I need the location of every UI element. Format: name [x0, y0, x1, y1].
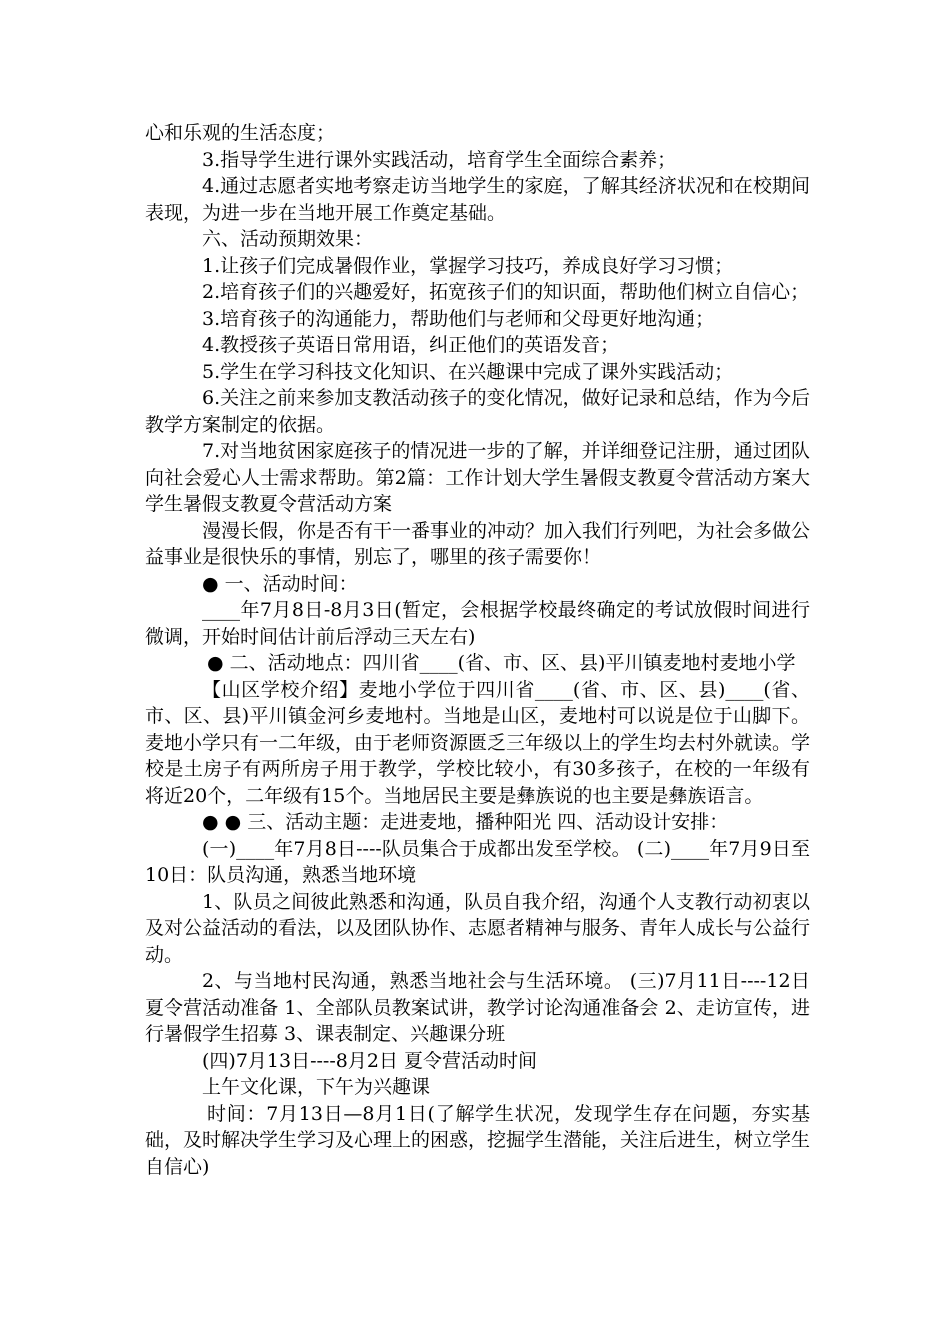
paragraph-time-detail: 时间：7月13日—8月1日(了解学生状况，发现学生存在问题，夯实基础，及时解决学生学习及心理上的困惑，挖掘学生潜能，关注后进生，树立学生自信心)	[145, 1102, 811, 1178]
paragraph-goal-3: 3.指导学生进行课外实践活动，培育学生全面综合素养；	[202, 148, 677, 171]
paragraph-class-arrangement: 上午文化课，下午为兴趣课	[202, 1076, 431, 1098]
document-body	[145, 120, 810, 1180]
paragraph-effect-7: 7.对当地贫困家庭孩子的情况进一步的了解，并详细登记注册，通过团队向社会爱心人士需求帮助。第2篇：工作计划大学生暑假支教夏令营活动方案大学生暑假支教夏令营活动方案	[145, 440, 810, 515]
paragraph-effect-6: 6.关注之前来参加支教活动孩子的变化情况，做好记录和总结，作为今后教学方案制定的依据。	[145, 387, 810, 436]
paragraph-team-communication: 1、队员之间彼此熟悉和沟通，队员自我介绍，沟通个人支教行动初衷以及对公益活动的看法，以及团队协作、志愿者精神与服务、青年人成长与公益行动。	[145, 890, 811, 966]
paragraph-villager-communication: 2、与当地村民沟通，熟悉当地社会与生活环境。 (三)7月11日----12日 夏令营活动准备 1、全部队员教案试讲，教学讨论沟通准备会 2、走访宣传，进行暑假学生招募 3、课表制定、兴趣课分班	[145, 970, 810, 1045]
paragraph-schedule-4: (四)7月13日----8月2日 夏令营活动时间	[202, 1049, 537, 1072]
paragraph-goal-4: 4.通过志愿者实地考察走访当地学生的家庭，了解其经济状况和在校期间表现，为进一步在当地开展工作奠定基础。	[145, 175, 810, 224]
bullet-activity-location: ● 二、活动地点：四川省____(省、市、区、县)平川镇麦地村麦地小学	[207, 652, 796, 674]
paragraph-effect-5: 5.学生在学习科技文化知识、在兴趣课中完成了课外实践活动；	[202, 360, 734, 383]
section-heading-expected-effects: 六、活动预期效果：	[202, 228, 374, 250]
paragraph-intro: 漫漫长假，你是否有干一番事业的冲动？加入我们行列吧，为社会多做公益事业是很快乐的事情，别忘了，哪里的孩子需要你！	[145, 519, 811, 568]
paragraph-school-intro: 【山区学校介绍】麦地小学位于四川省____(省、市、区、县)____(省、市、区、县)平川镇金河乡麦地村。当地是山区，麦地村可以说是位于山脚下。麦地小学只有一二年级，由于老师资源匮乏三年级以上的学生均去村外就读。学校是土房子有两所房子用于教学，学校比较小，有30多孩子，在校的一年级有将近20个，二年级有15个。当地居民主要是彝族说的也主要是彝族语言。	[145, 678, 811, 807]
paragraph-effect-4: 4.教授孩子英语日常用语，纠正他们的英语发音；	[202, 334, 620, 356]
paragraph-activity-dates: ____年7月8日-8月3日(暂定，会根据学校最终确定的考试放假时间进行微调，开始时间估计前后浮动三天左右)	[145, 599, 810, 648]
paragraph-effect-3: 3.培育孩子的沟通能力，帮助他们与老师和父母更好地沟通；	[202, 307, 715, 330]
paragraph-attitude-end: 心和乐观的生活态度；	[145, 122, 336, 144]
paragraph-effect-1: 1.让孩子们完成暑假作业，掌握学习技巧，养成良好学习习惯；	[202, 254, 734, 277]
paragraph-schedule-1-2: (一)____年7月8日----队员集合于成都出发至学校。 (二)____年7月9日至10日：队员沟通，熟悉当地环境	[145, 837, 810, 886]
paragraph-effect-2: 2.培育孩子们的兴趣爱好，拓宽孩子们的知识面，帮助他们树立自信心；	[202, 281, 810, 303]
bullet-activity-theme: ● ● 三、活动主题：走进麦地，播种阳光 四、活动设计安排：	[202, 811, 729, 833]
bullet-activity-time: ● 一、活动时间：	[202, 572, 358, 595]
